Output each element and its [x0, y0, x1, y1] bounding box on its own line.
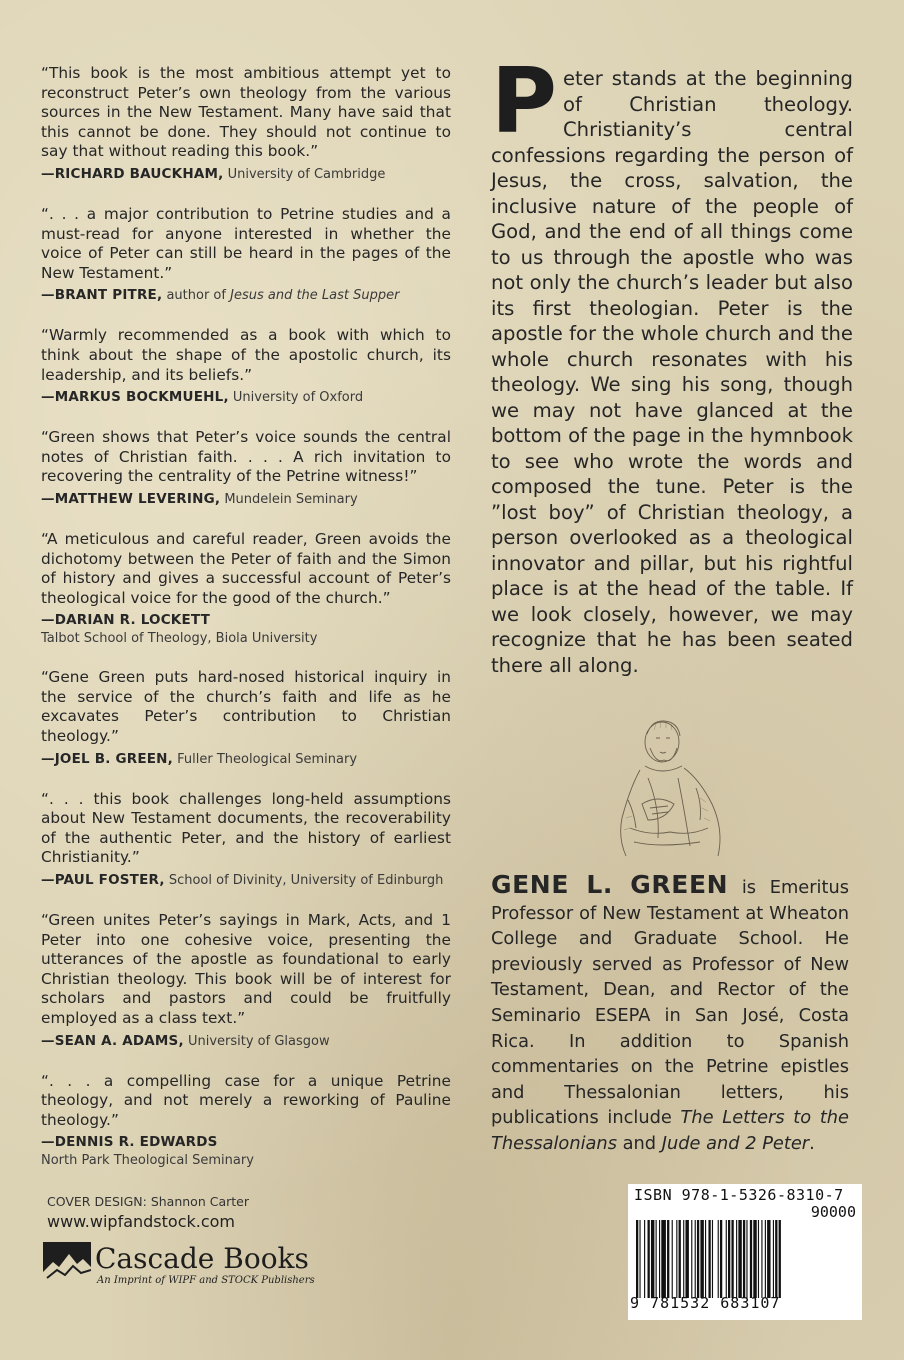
- barcode-bar: [639, 1220, 640, 1298]
- isbn-number: ISBN 978-1-5326-8310-7: [634, 1186, 844, 1204]
- barcode-bar: [728, 1220, 730, 1298]
- barcode-digits: 9 781532 683107: [630, 1294, 781, 1312]
- endorsements-column: [41, 64, 451, 1190]
- endorser-book-title: Jesus and the Last Supper: [230, 288, 400, 304]
- endorsement: [41, 428, 451, 509]
- barcode-bar: [775, 1220, 777, 1298]
- endorser-affiliation: School of Divinity, University of Edinburgh: [168, 873, 444, 889]
- endorsement: [41, 64, 451, 184]
- price-code: 90000: [810, 1203, 856, 1221]
- endorsement: [41, 911, 451, 1051]
- endorser-affiliation: University of Glasgow: [187, 1033, 330, 1049]
- publisher-tagline: An Imprint of WIPF and STOCK Publishers: [97, 1275, 315, 1286]
- barcode-bar: [685, 1220, 688, 1298]
- publisher-logo: [43, 1242, 333, 1294]
- barcode-bar: [656, 1220, 657, 1298]
- description-text: eter stands at the beginning of Christian theology. Christianity’s central confessions regarding the person of Jesus, the cross, salvation, the inclusive nature of the people of God, and the end of all things come to us through the apostle who was not only the church’s leader but also its first theologian. Peter is the apostle for the whole church and the whole church resonates with his theology. We sing his song, though we may not have glanced at the bottom of the page in the hymnbook to see who wrote the words and composed the tune. Peter is the ”lost boy” of Christian theology, a person overlooked as a theological innovator and pillar, but his rightful place is at the head of the table. If we look closely, however, we may recognize that he has been seated there all along.: [491, 67, 853, 677]
- endorser-affiliation: Fuller Theological Seminary: [177, 751, 358, 767]
- barcode-bar: [712, 1220, 713, 1298]
- endorsement-quote: “. . . a major contribution to Petrine studies and a must-read for anyone interested in whether the voice of Peter can still be heard in the pages of the New Testament.”: [41, 204, 451, 282]
- barcode-bar: [676, 1220, 677, 1298]
- bio-text-part: .: [809, 1132, 815, 1154]
- endorser-name: —MATTHEW LEVERING,: [41, 490, 221, 507]
- description-paragraph: [491, 49, 853, 678]
- mountain-logo-icon: [43, 1242, 91, 1282]
- barcode-bars: [636, 1220, 854, 1298]
- barcode-bar: [765, 1220, 766, 1298]
- isbn-barcode: [628, 1184, 862, 1320]
- endorser-affiliation-prefix: author of: [166, 288, 226, 304]
- barcode-bar: [779, 1220, 781, 1298]
- barcode-bar: [746, 1220, 747, 1298]
- barcode-bar: [750, 1220, 752, 1298]
- endorsement-quote: “Warmly recommended as a book with which to think about the shape of the apostolic church, its leadership, and its beliefs.”: [41, 326, 451, 384]
- drop-cap: P: [491, 49, 557, 154]
- cover-design-credit: COVER DESIGN: Shannon Carter: [47, 1194, 249, 1209]
- barcode-bar: [738, 1220, 741, 1298]
- endorsement-quote: “Gene Green puts hard-nosed historical inquiry in the service of the church’s faith and life as he excavates Peter’s contribution to Christian theology.”: [41, 668, 451, 746]
- barcode-bar: [691, 1220, 692, 1298]
- cover-credits: [47, 1194, 249, 1232]
- endorsement-attribution: [41, 1133, 451, 1169]
- endorser-name: —RICHARD BAUCKHAM,: [41, 165, 224, 182]
- endorser-name: —DENNIS R. EDWARDS: [41, 1134, 218, 1151]
- endorsement-attribution: [41, 286, 451, 305]
- endorsement: [41, 790, 451, 890]
- publisher-name: Cascade Books: [95, 1242, 309, 1275]
- author-name: GENE L. GREEN: [491, 870, 729, 899]
- endorsement-quote: “. . . this book challenges long-held assumptions about New Testament documents, the recoverability of the authentic Peter, and the history of earliest Christianity.”: [41, 789, 451, 867]
- barcode-bar: [767, 1220, 770, 1298]
- endorser-affiliation: North Park Theological Seminary: [41, 1153, 254, 1169]
- endorsement-attribution: [41, 611, 451, 647]
- bio-text-part: and: [616, 1132, 662, 1154]
- endorsement-attribution: [41, 490, 451, 509]
- barcode-bar: [726, 1220, 727, 1298]
- barcode-bar: [705, 1220, 706, 1298]
- endorsement: [41, 668, 451, 768]
- barcode-bar: [683, 1220, 684, 1298]
- endorser-name: —PAUL FOSTER,: [41, 872, 165, 889]
- barcode-bar: [651, 1220, 654, 1298]
- endorsement-attribution: [41, 750, 451, 769]
- bio-book-title: Jude and 2 Peter: [661, 1132, 810, 1154]
- endorser-affiliation: University of Cambridge: [227, 166, 386, 182]
- author-bio: [491, 872, 849, 1157]
- endorsement: [41, 326, 451, 407]
- barcode-bar: [708, 1220, 710, 1298]
- barcode-bar: [720, 1220, 722, 1298]
- endorsement-quote: “Green shows that Peter’s voice sounds the central notes of Christian faith. . . . A rich invitation to recovering the centrality of the Petrine witness!”: [41, 428, 451, 486]
- endorsement-quote: “Green unites Peter’s sayings in Mark, Acts, and 1 Peter into one cohesive voice, presenting the utterances of the apostle as foundational to early Christian theology. This book will be of interest for scholars and pastors and could be fruitfully employed as a class text.”: [41, 911, 451, 1027]
- publisher-website: www.wipfandstock.com: [47, 1212, 236, 1231]
- barcode-bar: [659, 1220, 660, 1298]
- barcode-bar: [636, 1220, 638, 1298]
- endorsement: [41, 205, 451, 305]
- endorsement: [41, 530, 451, 647]
- barcode-bar: [743, 1220, 745, 1298]
- endorsement-attribution: [41, 1032, 451, 1051]
- barcode-bar: [679, 1220, 681, 1298]
- endorser-affiliation: Talbot School of Theology, Biola University: [41, 631, 318, 647]
- barcode-bar: [648, 1220, 650, 1298]
- endorser-affiliation: Mundelein Seminary: [224, 491, 358, 507]
- endorsement-quote: “A meticulous and careful reader, Green avoids the dichotomy between the Peter of faith and the Simon of history and gives a successful account of Peter’s theological voice for the good of the church.”: [41, 529, 451, 607]
- endorsement-attribution: [41, 388, 451, 407]
- bio-book-title: The Letters to the Thessalonians: [491, 1107, 849, 1154]
- barcode-bar: [661, 1220, 666, 1298]
- endorser-name: —JOEL B. GREEN,: [41, 750, 173, 767]
- peter-sketch-illustration: [600, 708, 740, 858]
- barcode-bar: [758, 1220, 759, 1298]
- barcode-bar: [700, 1220, 703, 1298]
- endorser-name: —MARKUS BOCKMUEHL,: [41, 389, 229, 406]
- barcode-bar: [761, 1220, 762, 1298]
- endorsement-attribution: [41, 871, 451, 890]
- endorser-name: —DARIAN R. LOCKETT: [41, 612, 211, 629]
- barcode-bar: [667, 1220, 669, 1298]
- barcode-bar: [644, 1220, 645, 1298]
- book-description: [491, 49, 853, 678]
- bio-text-part: is Emeritus Professor of New Testament at Wheaton College and Graduate School. He previously served as Professor of New Testament, Dean, and Rector of the Seminario ESEPA in San José, Costa Rica. In addition to Spanish commentaries on the Petrine epistles and Thessalonian letters, his publications include: [491, 877, 849, 1129]
- endorser-name: —SEAN A. ADAMS,: [41, 1032, 184, 1049]
- endorser-name: —BRANT PITRE,: [41, 287, 163, 304]
- barcode-bar: [773, 1220, 774, 1298]
- endorsement-attribution: [41, 165, 451, 184]
- endorsement-quote: “This book is the most ambitious attempt yet to reconstruct Peter’s own theology from the various sources in the New Testament. Many have said that this cannot be done. They should not continue to say that without reading this book.”: [41, 64, 451, 161]
- barcode-bar: [695, 1220, 696, 1298]
- barcode-bar: [753, 1220, 756, 1298]
- endorsement-quote: “. . . a compelling case for a unique Petrine theology, and not merely a reworking of Pauline theology.”: [41, 1071, 451, 1129]
- barcode-bar: [697, 1220, 699, 1298]
- endorsement: [41, 1072, 451, 1170]
- barcode-bar: [736, 1220, 737, 1298]
- barcode-bar: [672, 1220, 673, 1298]
- barcode-bar: [718, 1220, 719, 1298]
- endorser-affiliation: University of Oxford: [232, 390, 364, 406]
- barcode-bar: [731, 1220, 733, 1298]
